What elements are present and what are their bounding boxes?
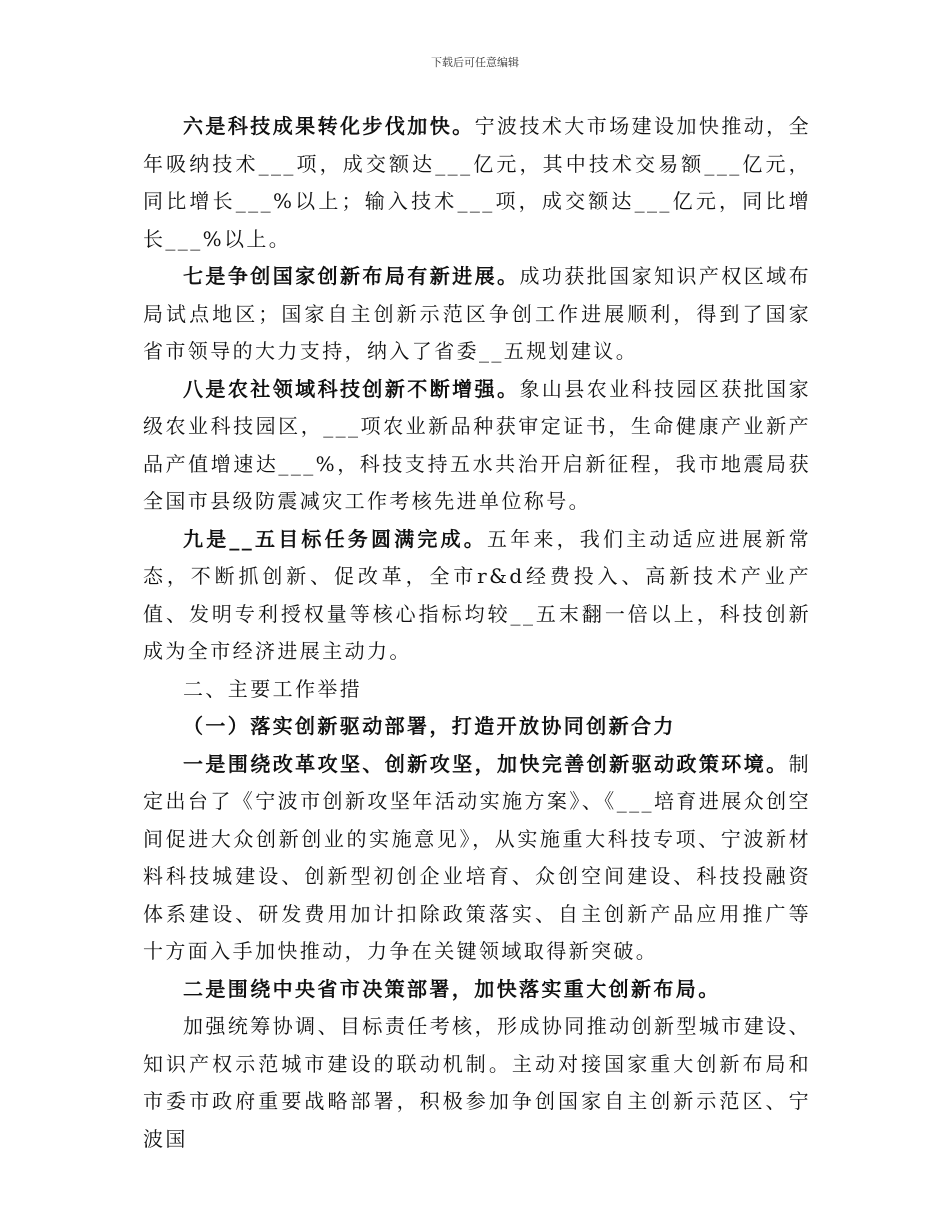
paragraph-text: 象山县农业科技园区获批国家级农业科技园区，___项农业新品种获审定证书，生命健康产业新产品产值增速达___%，科技支持五水共治开启新征程，我市地震局获全国市县级防震减灾工作考核先进单位称号。 (143, 376, 812, 513)
paragraph-text: 五年来，我们主动适应进展新常态，不断抓创新、促改革，全市r&d经费投入、高新技术产业产值、发明专利授权量等核心指标均较__五末翻一倍以上，科技创新成为全市经济进展主动力。 (143, 526, 811, 663)
paragraph-eight (143, 371, 811, 521)
paragraph-lead: 七是争创国家创新布局有新进展。 (183, 264, 520, 288)
paragraph-measure-one (143, 746, 811, 971)
paragraph-lead: 八是农社领域科技创新不断增强。 (183, 376, 520, 401)
paragraph-lead: 一是围绕改革攻坚、创新攻坚，加快完善创新驱动政策环境。 (183, 751, 789, 776)
paragraph-lead: 六是科技成果转化步伐加快。 (183, 114, 475, 138)
paragraph-final: 加强统筹协调、目标责任考核，形成协同推动创新型城市建设、知识产权示范城市建设的联动机制。主动对接国家重大创新布局和市委市政府重要战略部署，积极参加争创国家自主创新示范区、宁波国 (143, 1014, 811, 1151)
paragraph-six (143, 108, 811, 258)
page-header: 下载后可任意编辑 (431, 56, 519, 69)
paragraph-text: 制定出台了《宁波市创新攻坚年活动实施方案》、《___培育进展众创空间促进大众创新创业的实施意见》，从实施重大科技专项、宁波新材料科技城建设、创新型初创企业培育、众创空间建设、科技投融资体系建设、研发费用加计扣除政策落实、自主创新产品应用推广等十方面入手加快推动，力争在关键领域取得新突破。 (143, 751, 811, 963)
paragraph-text: 成功获批国家知识产权区域布局试点地区；国家自主创新示范区争创工作进展顺利，得到了国家省市领导的大力支持，纳入了省委__五规划建议。 (143, 264, 812, 363)
paragraph-lead: 九是__五目标任务圆满完成。 (183, 526, 487, 551)
paragraph-seven (143, 258, 811, 371)
document-body (143, 108, 811, 1158)
paragraph-lead: 二是围绕中央省市决策部署，加快落实重大创新布局。 (183, 976, 721, 1001)
subsection-heading: （一）落实创新驱动部署，打造开放协同创新合力 (183, 714, 676, 738)
paragraph-nine (143, 521, 811, 671)
section-heading: 二、主要工作举措 (183, 676, 363, 701)
paragraph-measure-two (143, 971, 811, 1009)
paragraph-text: 宁波技术大市场建设加快推动，全年吸纳技术___项，成交额达___亿元，其中技术交易额___亿元，同比增长___%以上；输入技术___项，成交额达___亿元，同比增长___%以上。 (143, 114, 812, 251)
